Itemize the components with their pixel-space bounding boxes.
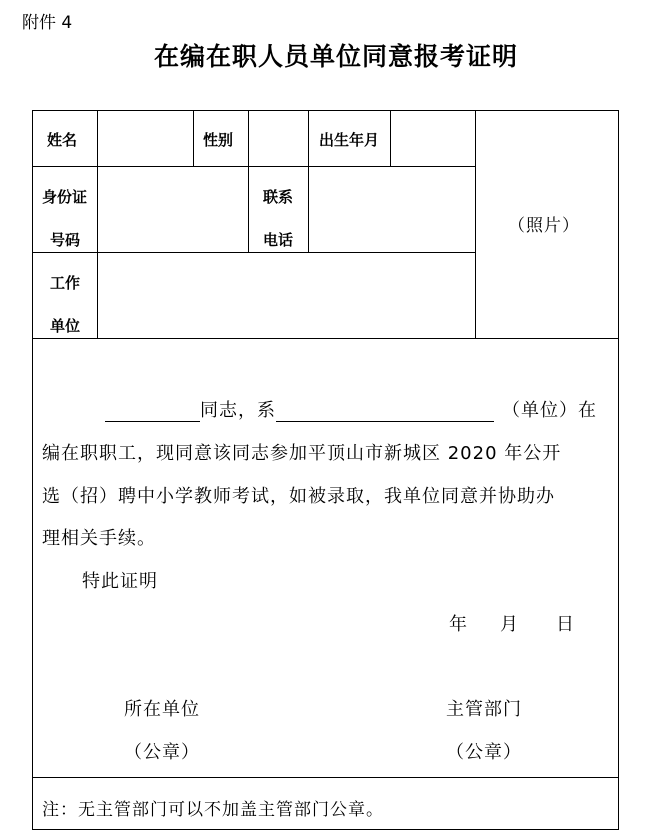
body-line-3: 选（招）聘中小学教师考试，如被录取，我单位同意并协助办 bbox=[42, 486, 555, 507]
id-label-line2: 号码 bbox=[50, 231, 81, 249]
grid-col-5 bbox=[390, 110, 391, 166]
name-field[interactable] bbox=[99, 112, 191, 164]
grid-row-3 bbox=[32, 338, 619, 339]
table-border-bottom bbox=[32, 829, 619, 830]
body-line-4: 理相关手续。 bbox=[42, 528, 156, 549]
grid-col-6 bbox=[475, 110, 476, 338]
body-line-2: 编在职职工，现同意该同志参加平顶山市新城区 2020 年公开 bbox=[42, 443, 562, 464]
phone-label-line1: 联系 bbox=[263, 188, 294, 206]
page-title: 在编在职人员单位同意报考证明 bbox=[153, 42, 518, 71]
grid-col-4 bbox=[308, 110, 309, 252]
attachment-label: 附件 4 bbox=[22, 13, 73, 33]
date-day: 日 bbox=[556, 614, 575, 635]
table-border-top bbox=[32, 110, 619, 111]
footnote: 注：无主管部门可以不加盖主管部门公章。 bbox=[42, 800, 384, 820]
grid-row-4 bbox=[32, 777, 619, 778]
unit-seal: （公章） bbox=[124, 742, 200, 763]
photo-placeholder: （照片） bbox=[508, 216, 580, 236]
grid-col-1 bbox=[97, 110, 98, 338]
certify-text: 特此证明 bbox=[82, 571, 158, 592]
unit-suffix-text: （单位）在 bbox=[502, 400, 597, 421]
dept-seal: （公章） bbox=[446, 742, 522, 763]
unit-name-blank[interactable] bbox=[276, 401, 494, 422]
id-number-field[interactable] bbox=[99, 168, 246, 250]
gender-label: 性别 bbox=[203, 131, 234, 149]
comrade-text: 同志，系 bbox=[200, 400, 276, 421]
name-label: 姓名 bbox=[47, 131, 78, 149]
birth-label: 出生年月 bbox=[319, 131, 380, 149]
body-line-1 bbox=[105, 396, 597, 422]
work-unit-field[interactable] bbox=[99, 254, 473, 336]
table-border-left bbox=[32, 110, 33, 830]
grid-col-2 bbox=[193, 110, 194, 166]
comrade-name-blank[interactable] bbox=[105, 401, 200, 422]
grid-col-3 bbox=[248, 110, 249, 252]
phone-label-line2: 电话 bbox=[263, 231, 294, 249]
grid-row-2 bbox=[32, 252, 475, 253]
gender-field[interactable] bbox=[250, 112, 306, 164]
work-label-line1: 工作 bbox=[50, 274, 81, 292]
work-label-line2: 单位 bbox=[50, 317, 81, 335]
unit-label: 所在单位 bbox=[124, 699, 200, 720]
date-year: 年 bbox=[449, 614, 468, 635]
birth-field[interactable] bbox=[392, 112, 473, 164]
table-border-right bbox=[618, 110, 619, 830]
id-label-line1: 身份证 bbox=[42, 188, 88, 206]
dept-label: 主管部门 bbox=[446, 699, 522, 720]
grid-row-1 bbox=[32, 166, 475, 167]
date-month: 月 bbox=[500, 614, 519, 635]
phone-field[interactable] bbox=[310, 168, 473, 250]
